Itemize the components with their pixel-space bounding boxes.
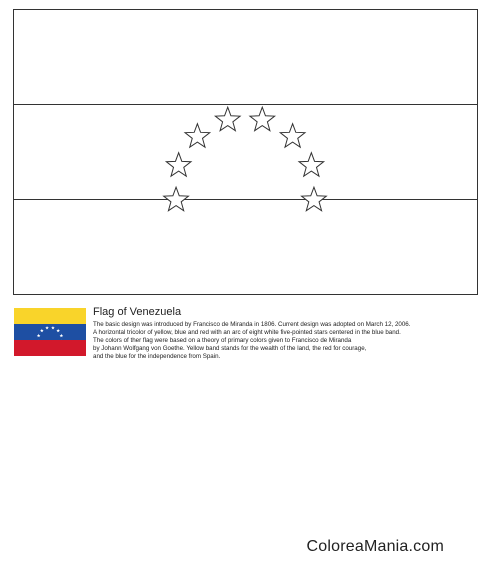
yellow-band	[14, 308, 86, 324]
star-icon	[45, 326, 49, 329]
star-icon	[40, 329, 44, 332]
star-icon	[60, 334, 64, 337]
description-line: and the blue for the independence from Spain.	[93, 353, 221, 361]
site-brand[interactable]: ColoreaMania.com	[306, 538, 444, 555]
description-line: by Johann Wolfgang von Goethe. Yellow band stands for the wealth of the land, the red for courage,	[93, 345, 367, 353]
description-title: Flag of Venezuela	[93, 306, 182, 318]
red-band	[14, 340, 86, 356]
venezuela-flag-color	[14, 308, 86, 356]
star-icon	[37, 334, 41, 337]
blue-band	[14, 324, 86, 340]
flag-description	[93, 306, 488, 361]
description-line: The colors of ther flag were based on a theory of primary colors given to Francisco de Miranda	[93, 337, 352, 345]
star-icon	[56, 329, 60, 332]
description-line: The basic design was introduced by Francisco de Miranda in 1806. Current design was adopted on March 12, 2006.	[93, 321, 411, 328]
flag-border	[14, 10, 478, 295]
description-line: A horizontal tricolor of yellow, blue and red with an arc of eight white five-pointed stars centered in the blue band.	[93, 329, 401, 337]
star-icon	[51, 326, 55, 329]
mini-star-arc	[14, 324, 86, 340]
